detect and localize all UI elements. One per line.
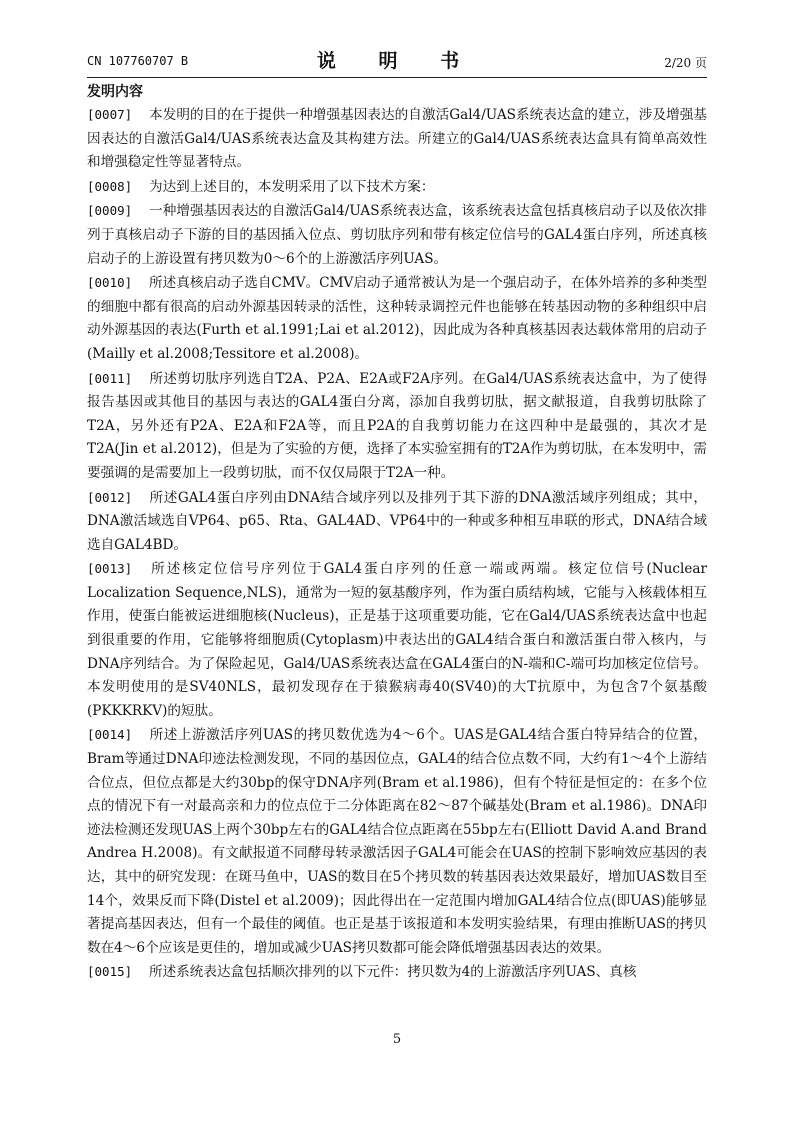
paragraph-0009: [87, 199, 707, 271]
paragraph-0008: [87, 175, 707, 200]
paragraph-number: [0010]: [87, 275, 133, 291]
patent-number: CN 107760707 B: [87, 54, 189, 68]
paragraph-number: [0014]: [87, 727, 133, 743]
header-divider: [87, 77, 707, 78]
document-title: 说 明 书: [316, 50, 478, 72]
paragraph-text: 所述剪切肽序列选自T2A、P2A、E2A或F2A序列。在Gal4/UAS系统表达盒中，为了使得报告基因或其他目的基因与表达的GAL4蛋白分离，添加自我剪切肽，据文献报道，自我剪切肽除了T2A，另外还有P2A、E2A和F2A等，而且P2A的自我剪切能力在这四种中是最强的，其次才是T2A(Jin et al.2012)，但是为了实验的方便，选择了本实验室拥有的T2A作为剪切肽，在本发明中，需要强调的是需要加上一段剪切肽，而不仅仅局限于T2A一种。: [87, 370, 707, 481]
paragraph-text: 所述真核启动子选自CMV。CMV启动子通常被认为是一个强启动子，在体外培养的多种类型的细胞中都有很高的启动外源基因转录的活性，这种转录调控元件也能够在转基因动物的多种组织中启动外源基因的表达(Furth et al.1991;Lai et al.2012)，因此成为各种真核基因表达载体常用的启动子(Mailly et al.2008;Tessitore et al.2008)。: [87, 275, 707, 362]
paragraph-text: 所述系统表达盒包括顺次排列的以下元件：拷贝数为4的上游激活序列UAS、真核: [149, 964, 637, 981]
paragraph-text: 所述上游激活序列UAS的拷贝数优选为4～6个。UAS是GAL4结合蛋白特异结合的位置，Bram等通过DNA印迹法检测发现，不同的基因位点，GAL4的结合位点数不同，大约有1～4个上游结合位点，但位点都是大约30bp的保守DNA序列(Bram et al.1986)，但有个特征是恒定的：在多个位点的情况下有一对最高亲和力的位点位于二分体距离在82～87个碱基处(Bram et al.1986)。DNA印迹法检测还发现UAS上两个30bp左右的GAL4结合位点距离在55bp左右(Elliott David A.and Brand Andrea H.2008)。有文献报道不同酵母转录激活因子GAL4可能会在UAS的控制下影响效应基因的表达，其中的研究发现：在斑马鱼中，UAS的数目在5个拷贝数的转基因表达效果最好，增加UAS数目至14个，效果反而下降(Distel et al.2009)；因此得出在一定范围内增加GAL4结合位点(即UAS)能够显著提高基因表达，但有一个最佳的阈值。也正是基于该报道和本发明实验结果，有理由推断UAS的拷贝数在4～6个应该是更佳的，增加或减少UAS拷贝数都可能会降低增强基因表达的效果。: [87, 727, 707, 956]
paragraph-0010: [87, 271, 707, 366]
paragraph-number: [0007]: [87, 107, 133, 122]
paragraph-0011: [87, 367, 707, 486]
paragraph-number: [0012]: [87, 489, 133, 505]
paragraph-0014: [87, 723, 707, 960]
paragraph-number: [0015]: [87, 964, 133, 980]
paragraph-number: [0011]: [87, 370, 133, 386]
paragraph-number: [0013]: [87, 561, 133, 577]
paragraph-text: 本发明的目的在于提供一种增强基因表达的自激活Gal4/UAS系统表达盒的建立，涉及增强基因表达的自激活Gal4/UAS系统表达盒及其构建方法。所建立的Gal4/UAS系统表达盒具有简单高效性和增强稳定性等显著特点。: [87, 107, 707, 171]
paragraph-0013: [87, 557, 707, 723]
document-body: [87, 81, 707, 985]
paragraph-text: 为达到上述目的，本发明采用了以下技术方案：: [149, 178, 435, 195]
paragraph-number: [0009]: [87, 203, 133, 219]
paragraph-text: 一种增强基因表达的自激活Gal4/UAS系统表达盒，该系统表达盒包括真核启动子以及依次排列于真核启动子下游的目的基因插入位点、剪切肽序列和带有核定位信号的GAL4蛋白序列，所述真核启动子的上游设置有拷贝数为0～6个的上游激活序列UAS。: [87, 203, 707, 267]
paragraph-0012: [87, 486, 707, 558]
paragraph-number: [0008]: [87, 178, 133, 194]
paragraph-0015: [87, 960, 707, 985]
paragraph-0007: [87, 103, 707, 175]
page-header: [87, 46, 707, 74]
page-number: 5: [392, 1032, 402, 1047]
page-info: 2/20 页: [664, 56, 707, 70]
paragraph-text: 所述核定位信号序列位于GAL4蛋白序列的任意一端或两端。核定位信号(Nuclear Localization Sequence,NLS)，通常为一短的氨基酸序列，作为蛋白质结构域，它能与入核载体相互作用，使蛋白能被运进细胞核(Nucleus)，正是基于这项重要功能，它在Gal4/UAS系统表达盒中也起到很重要的作用，它能够将细胞质(Cytoplasm)中表达出的GAL4结合蛋白和激活蛋白带入核内，与DNA序列结合。为了保险起见，Gal4/UAS系统表达盒在GAL4蛋白的N-端和C-端可均加核定位信号。本发明使用的是SV40NLS，最初发现存在于猿猴病毒40(SV40)的大T抗原中，为包含7个氨基酸(PKKKRKV)的短肽。: [87, 561, 707, 719]
section-title: 发明内容: [87, 84, 143, 100]
paragraph-text: 所述GAL4蛋白序列由DNA结合域序列以及排列于其下游的DNA激活域序列组成；其中，DNA激活域选自VP64、p65、Rta、GAL4AD、VP64中的一种或多种相互串联的形式，DNA结合域选自GAL4BD。: [87, 489, 707, 553]
